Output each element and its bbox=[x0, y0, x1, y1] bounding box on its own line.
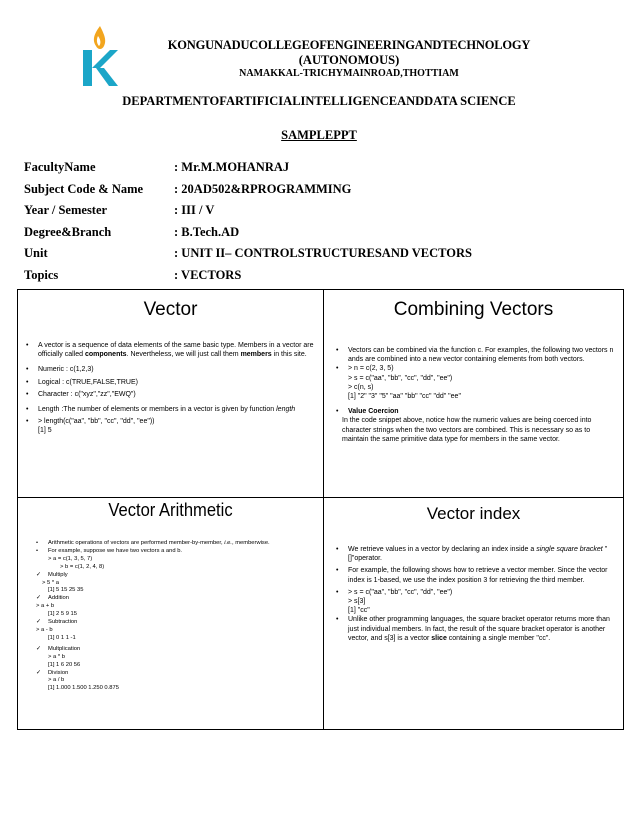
code-output: [1] 1.000 1.500 1.250 0.875 bbox=[48, 685, 119, 692]
code-output: [1] 1 6 20 56 bbox=[48, 661, 81, 668]
check-item: ✓ Multplication bbox=[36, 646, 315, 654]
code-output: [1] 2 5 9 15 bbox=[48, 611, 78, 618]
code-line: > b = c(1, 2, 4, 8) bbox=[60, 563, 105, 570]
slide-title: Vector bbox=[143, 299, 198, 320]
paragraph: In the code snippet above, notice how the numeric values are being coerced into character strings when the two vectors are combined. This is necessary so as to maintain the same primitive data type for members in the same vector. bbox=[342, 417, 592, 443]
slide-title: Combining Vectors bbox=[393, 299, 554, 320]
bullet: • Unlike other programming languages, the square bracket operator returns more than just individual members. In fact, the result of the square bracket operator is another vector, and s[3] is a vector slice containing a single member "cc". bbox=[336, 615, 613, 643]
bullet: • We retrieve values in a vector by declaring an index inside a single square bracket "[]"operator. bbox=[336, 545, 613, 563]
code-line: > a - b bbox=[36, 626, 53, 633]
check-item: ✓ Subtraction bbox=[36, 619, 315, 627]
meta-key: FacultyName bbox=[24, 160, 96, 174]
meta-value: : B.Tech.AD bbox=[174, 225, 240, 239]
bullet: • Value Coercion bbox=[336, 407, 615, 416]
meta-key: Unit bbox=[24, 246, 48, 260]
bullet: • A vector is a sequence of data elements of the same basic type. Members in a vector are officially called components. Nevertheless, we will just call them members in this site. bbox=[26, 341, 315, 359]
meta-key: Subject Code & Name bbox=[24, 182, 144, 196]
slide-vector-arithmetic bbox=[18, 498, 324, 729]
check-item: ✓ Addition bbox=[36, 595, 315, 603]
slide-body bbox=[18, 341, 323, 436]
bullet: • For example, suppose we have two vectors a and b. bbox=[36, 548, 315, 556]
code-line: > s = c("aa", "bb", "cc", "dd", "ee") bbox=[348, 374, 453, 382]
code-line: > a = c(1, 3, 5, 7) bbox=[48, 555, 93, 562]
meta-key: Topics bbox=[24, 268, 59, 282]
code-line: > 5 * a bbox=[42, 579, 59, 586]
code-line: • > n = c(2, 3, 5) bbox=[336, 364, 615, 373]
code-line: > s[3] bbox=[348, 598, 366, 606]
check-item: ✓ Division bbox=[36, 670, 315, 678]
code-line: > a + b bbox=[36, 603, 55, 610]
meta-value: : VECTORS bbox=[174, 268, 242, 282]
meta-value: : 20AD502&RPROGRAMMING bbox=[174, 182, 352, 196]
meta-value: : UNIT II– CONTROLSTRUCTURESAND VECTORS bbox=[174, 246, 472, 260]
slide-body bbox=[18, 540, 323, 693]
college-name: KONGUNADUCOLLEGEOFENGINEERINGANDTECHNOLOGY bbox=[167, 38, 531, 52]
code-line: > a / b bbox=[48, 677, 65, 684]
code-output: [1] 0 1 1 -1 bbox=[48, 634, 76, 641]
meta-key: Year / Semester bbox=[24, 203, 108, 217]
meta-key: Degree&Branch bbox=[24, 225, 112, 239]
code-line: • > length(c("aa", "bb", "cc", "dd", "ee")) bbox=[26, 417, 315, 426]
college-address: NAMAKKAL-TRICHYMAINROAD,THOTTIAM bbox=[239, 68, 459, 79]
slide-body bbox=[324, 346, 623, 444]
slide-title: Vector Arithmetic bbox=[108, 500, 233, 520]
bullet: • Length :The number of elements or members in a vector is given by function length bbox=[26, 405, 315, 414]
slide-vector bbox=[18, 290, 324, 498]
autonomous-label: (AUTONOMOUS) bbox=[298, 53, 400, 67]
slides-grid bbox=[17, 289, 624, 730]
slide-body bbox=[324, 545, 623, 643]
bullet: • Arithmetic operations of vectors are performed member-by-member, i.e., memberwise. bbox=[36, 540, 315, 548]
bullet: • Numeric : c(1,2,3) bbox=[26, 365, 315, 374]
code-output: [1] "cc" bbox=[348, 607, 370, 615]
code-line: • > s = c("aa", "bb", "cc", "dd", "ee") bbox=[336, 588, 613, 597]
code-output: [1] 5 bbox=[38, 427, 52, 435]
meta-value: : III / V bbox=[174, 203, 215, 217]
check-item: ✓ Multiply bbox=[36, 572, 315, 580]
department-name: DEPARTMENTOFARTIFICIALINTELLIGENCEANDDATA SCIENCE bbox=[122, 94, 516, 108]
code-line: > a * b bbox=[48, 653, 65, 660]
slide-vector-index bbox=[324, 498, 623, 729]
code-output: [1] 5 15 25 35 bbox=[48, 587, 84, 594]
bullet: • Logical : c(TRUE,FALSE,TRUE) bbox=[26, 378, 315, 387]
document-title: SAMPLEPPT bbox=[281, 128, 357, 142]
slide-combining-vectors bbox=[324, 290, 623, 498]
meta-value: : Mr.M.MOHANRAJ bbox=[174, 160, 290, 174]
code-output: [1] "2" "3" "5" "aa" "bb" "cc" "dd" "ee" bbox=[348, 393, 461, 401]
code-line: > c(n, s) bbox=[348, 383, 374, 391]
bullet: • Character : c("xyz","zz","EWQ") bbox=[26, 390, 315, 399]
slide-title: Vector index bbox=[426, 504, 521, 523]
bullet: • For example, the following shows how to retrieve a vector member. Since the vector index is 1-based, we use the index position 3 for retrieving the third member. bbox=[336, 566, 613, 584]
bullet: • Vectors can be combined via the function c. For examples, the following two vectors n ands are combined into a new vector containing elements from both vectors. bbox=[336, 346, 615, 364]
